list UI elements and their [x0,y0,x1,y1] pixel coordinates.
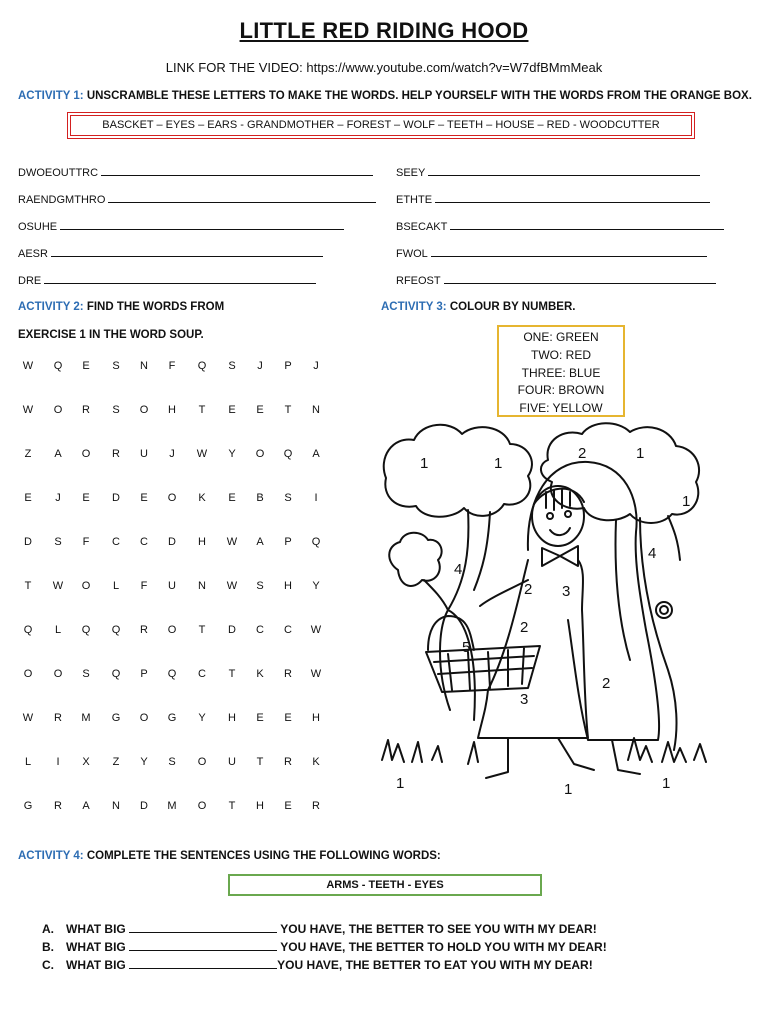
activity1-instructions: UNSCRAMBLE THESE LETTERS TO MAKE THE WORDS. HELP YOURSELF WITH THE WORDS FROM THE ORANGE BOX. [86,90,752,102]
grid-row [18,536,338,580]
scrambled-word: ETHTE [396,194,433,206]
grid-letter[interactable]: T [24,580,32,592]
grid-row [18,624,338,668]
answer-line[interactable] [428,165,700,176]
scrambled-word: DRE [18,275,42,287]
grid-letter[interactable]: W [310,624,322,636]
word-box: BASCKET – EYES – EARS - GRANDMOTHER – FOREST – WOLF – TEETH – HOUSE – RED - WOODCUTTER [70,115,692,136]
grid-letter[interactable]: P [140,668,148,680]
grid-letter[interactable]: E [256,404,264,416]
grid-row [18,712,338,756]
grid-letter[interactable]: Z [112,756,120,768]
scrambled-word: FWOL [396,248,428,260]
num-label: 5 [462,639,471,656]
sentence-end: YOU HAVE, THE BETTER TO EAT YOU WITH MY DEAR! [277,958,593,972]
video-link[interactable]: LINK FOR THE VIDEO: https://www.youtube.com/watch?v=W7dfBMmMeak [165,60,603,75]
grid-letter[interactable]: O [255,448,265,460]
grid-letter[interactable]: R [82,404,90,416]
grid-letter[interactable]: T [256,756,264,768]
sentence-start: WHAT BIG [66,922,126,936]
legend-one: ONE: GREEN [523,330,599,344]
answer-line[interactable] [450,219,724,230]
activity3-heading [381,301,575,313]
answer-blank[interactable] [129,957,277,969]
grid-letter[interactable]: C [198,668,206,680]
grid-letter[interactable]: L [54,624,62,636]
grid-row [18,404,338,448]
num-label: 1 [682,493,691,510]
activity3-label: ACTIVITY 3: [381,301,447,313]
num-label: 1 [636,445,645,462]
grid-row [18,492,338,536]
answer-line[interactable] [60,219,344,230]
grid-letter[interactable]: E [140,492,148,504]
grid-letter[interactable]: A [54,448,62,460]
activity1-label: ACTIVITY 1: [18,90,84,102]
left-word-row [18,219,344,233]
sentence-start: WHAT BIG [66,958,126,972]
grid-letter[interactable]: O [53,404,63,416]
activity4-word-box: ARMS - TEETH - EYES [228,874,542,896]
grid-letter[interactable]: T [228,668,236,680]
answer-blank[interactable] [129,921,277,933]
grid-letter[interactable]: C [112,536,120,548]
grid-letter[interactable]: N [198,580,206,592]
num-label: 3 [520,691,529,708]
grid-letter[interactable]: S [54,536,62,548]
grid-letter[interactable]: J [257,360,263,372]
scrambled-word: SEEY [396,167,426,179]
grid-letter[interactable]: J [55,492,61,504]
grid-letter[interactable]: S [112,360,120,372]
grid-letter[interactable]: Q [197,360,207,372]
grid-row [18,360,338,404]
grid-letter[interactable]: B [256,492,264,504]
grid-letter[interactable]: X [82,756,90,768]
grid-letter[interactable]: E [228,404,236,416]
grid-letter[interactable]: U [168,580,176,592]
grid-letter[interactable]: R [140,624,148,636]
grid-letter[interactable]: U [140,448,148,460]
grid-letter[interactable]: O [167,624,177,636]
activity2-instructions-2-wrap [18,329,204,341]
legend-two: TWO: RED [531,347,591,362]
answer-line[interactable] [44,273,316,284]
grid-letter[interactable]: P [284,536,292,548]
activity2-instructions-2: EXERCISE 1 IN THE WORD SOUP. [18,329,204,341]
activity4-label: ACTIVITY 4: [18,850,84,862]
word-soup-grid [18,360,338,844]
left-word-row [18,192,376,206]
grid-row [18,756,338,800]
grid-letter[interactable]: T [284,404,292,416]
right-word-row [396,165,700,179]
scrambled-word: OSUHE [18,221,58,233]
grid-letter[interactable]: F [82,536,90,548]
right-word-row [396,192,710,206]
grid-letter[interactable]: T [198,404,206,416]
grid-letter[interactable]: A [82,800,90,812]
grid-letter[interactable]: W [22,404,34,416]
activity2-label: ACTIVITY 2: [18,301,84,313]
sentence-start: WHAT BIG [66,940,126,954]
grid-letter[interactable]: O [197,756,207,768]
grid-letter[interactable]: I [314,492,318,504]
grid-letter[interactable]: D [24,536,32,548]
sentence-end: YOU HAVE, THE BETTER TO HOLD YOU WITH MY DEAR! [280,940,607,954]
grid-letter[interactable]: E [82,492,90,504]
grid-letter[interactable]: W [22,712,34,724]
left-branch [424,580,448,610]
activity3-instructions: COLOUR BY NUMBER. [449,301,576,313]
scrambled-word: BSECAKT [396,221,448,233]
grid-letter[interactable]: F [140,580,148,592]
grid-letter[interactable]: D [140,800,148,812]
grid-letter[interactable]: L [24,756,32,768]
grid-letter[interactable]: W [22,360,34,372]
answer-blank[interactable] [129,939,277,951]
sentence-end: YOU HAVE, THE BETTER TO SEE YOU WITH MY DEAR! [280,922,597,936]
num-label: 2 [520,619,529,636]
face [532,486,584,546]
grid-letter[interactable]: Y [312,580,320,592]
grid-letter[interactable]: F [168,360,176,372]
left-word-row [18,273,316,287]
num-label: 1 [564,781,573,798]
color-legend-box [497,325,625,417]
sentence-letter: A. [42,922,54,936]
grid-letter[interactable]: M [81,712,91,724]
left-bush [389,533,441,586]
grid-letter[interactable]: Q [283,448,293,460]
grid-letter[interactable]: K [198,492,206,504]
activity1-heading [18,90,752,102]
grid-letter[interactable]: G [111,712,121,724]
grid-letter[interactable]: U [228,756,236,768]
grid-letter[interactable]: I [56,756,60,768]
grid-letter[interactable]: T [198,624,206,636]
scrambled-word: DWOEOUTTRC [18,167,99,179]
right-tree-canopy [541,423,699,523]
grid-letter[interactable]: D [168,536,176,548]
num-label: 2 [524,581,533,598]
page-title: LITTLE RED RIDING HOOD [239,18,529,43]
sentence-letter: B. [42,940,54,954]
grid-row [18,800,338,844]
grid-letter[interactable]: Y [228,448,236,460]
sentence-a [42,921,597,936]
grid-letter[interactable]: O [139,712,149,724]
grid-letter[interactable]: R [112,448,120,460]
grid-letter[interactable]: P [284,360,292,372]
grid-letter[interactable]: Q [81,624,91,636]
grid-letter[interactable]: Q [311,536,321,548]
grid-letter[interactable]: C [284,624,292,636]
grid-letter[interactable]: H [284,580,292,592]
right-word-row [396,273,716,287]
grid-letter[interactable]: N [312,404,320,416]
grid-letter[interactable]: S [256,580,264,592]
grid-letter[interactable]: E [82,360,90,372]
left-tree-canopy [384,425,532,517]
num-label: 1 [420,455,429,472]
grid-letter[interactable]: O [81,580,91,592]
right-word-row [396,246,707,260]
grid-letter[interactable]: S [284,492,292,504]
grid-letter[interactable]: E [284,800,292,812]
grid-letter[interactable]: R [284,756,292,768]
grid-letter[interactable]: K [256,668,264,680]
grid-letter[interactable]: J [169,448,175,460]
sentence-letter: C. [42,958,54,972]
sentence-b [42,939,607,954]
grid-row [18,448,338,492]
num-label: 3 [562,583,571,600]
answer-line[interactable] [444,273,716,284]
right-word-row [396,219,724,233]
grid-letter[interactable]: S [112,404,120,416]
activity2-instructions-1: FIND THE WORDS FROM [86,301,225,313]
sentence-c [42,957,593,972]
legend-five: FIVE: YELLOW [519,401,603,416]
grid-letter[interactable]: Q [53,360,63,372]
grid-letter[interactable]: H [256,800,264,812]
grid-letter[interactable]: S [168,756,176,768]
grid-letter[interactable]: E [256,712,264,724]
grid-letter[interactable]: D [112,492,120,504]
grid-letter[interactable]: E [284,712,292,724]
grid-row [18,668,338,712]
activity4-heading [18,850,441,862]
grid-letter[interactable]: G [23,800,33,812]
legend-three: THREE: BLUE [521,365,601,380]
grid-letter[interactable]: D [228,624,236,636]
grid-letter[interactable]: Z [24,448,32,460]
grid-letter[interactable]: Y [198,712,206,724]
scrambled-word: RFEOST [396,275,441,287]
left-word-row [18,246,323,260]
answer-line[interactable] [101,165,373,176]
grid-letter[interactable]: E [228,492,236,504]
grid-letter[interactable]: W [226,580,238,592]
grid-letter[interactable]: H [312,712,320,724]
num-label: 2 [578,445,587,462]
grid-letter[interactable]: Q [111,668,121,680]
grid-letter[interactable]: M [167,800,177,812]
activity4-instructions: COMPLETE THE SENTENCES USING THE FOLLOWING WORDS: [86,850,441,862]
hood [528,462,659,740]
grid-letter[interactable]: O [23,668,33,680]
grid-letter[interactable]: O [167,492,177,504]
grid-letter[interactable]: R [284,668,292,680]
grid-letter[interactable]: W [196,448,208,460]
grid-letter[interactable]: Y [140,756,148,768]
grid-letter[interactable]: A [312,448,320,460]
grid-letter[interactable]: O [53,668,63,680]
right-branch [668,516,680,560]
grid-letter[interactable]: A [256,536,264,548]
collar-bow [542,546,578,566]
grid-letter[interactable]: J [313,360,319,372]
grid-letter[interactable]: S [228,360,236,372]
num-label: 1 [494,455,503,472]
left-trunk [440,510,490,720]
activity2-heading [18,301,224,313]
tree-knot [656,602,672,618]
answer-line[interactable] [431,246,707,257]
scrambled-word: AESR [18,248,48,260]
num-label: 4 [648,545,657,562]
grass [382,738,706,764]
grid-letter[interactable]: C [140,536,148,548]
grid-letter[interactable]: H [198,536,206,548]
grid-letter[interactable]: G [167,712,177,724]
grid-letter[interactable]: K [312,756,320,768]
grid-letter[interactable]: Q [23,624,33,636]
grid-letter[interactable]: S [82,668,90,680]
grid-letter[interactable]: C [256,624,264,636]
left-word-row [18,165,373,179]
grid-letter[interactable]: N [140,360,148,372]
grid-letter[interactable]: O [197,800,207,812]
grid-letter[interactable]: N [112,800,120,812]
grid-letter[interactable]: R [312,800,320,812]
num-label: 2 [602,675,611,692]
grid-letter[interactable]: W [310,668,322,680]
grid-letter[interactable]: E [24,492,32,504]
grid-letter[interactable]: Q [167,668,177,680]
answer-line[interactable] [108,192,376,203]
grid-letter[interactable]: Q [111,624,121,636]
grid-letter[interactable]: R [54,712,62,724]
grid-letter[interactable]: T [228,800,236,812]
num-label: 4 [454,561,463,578]
grid-letter[interactable]: O [81,448,91,460]
grid-letter[interactable]: O [139,404,149,416]
coloring-illustration [378,420,708,810]
answer-line[interactable] [51,246,323,257]
legs [486,738,640,778]
grid-letter[interactable]: W [52,580,64,592]
grid-letter[interactable]: H [168,404,176,416]
grid-letter[interactable]: H [228,712,236,724]
grid-letter[interactable]: R [54,800,62,812]
grid-letter[interactable]: W [226,536,238,548]
num-label: 1 [396,775,405,792]
answer-line[interactable] [435,192,710,203]
num-label: 1 [662,775,671,792]
grid-letter[interactable]: L [112,580,120,592]
grid-row [18,580,338,624]
legend-four: FOUR: BROWN [517,383,605,398]
scrambled-word: RAENDGMTHRO [18,194,106,206]
